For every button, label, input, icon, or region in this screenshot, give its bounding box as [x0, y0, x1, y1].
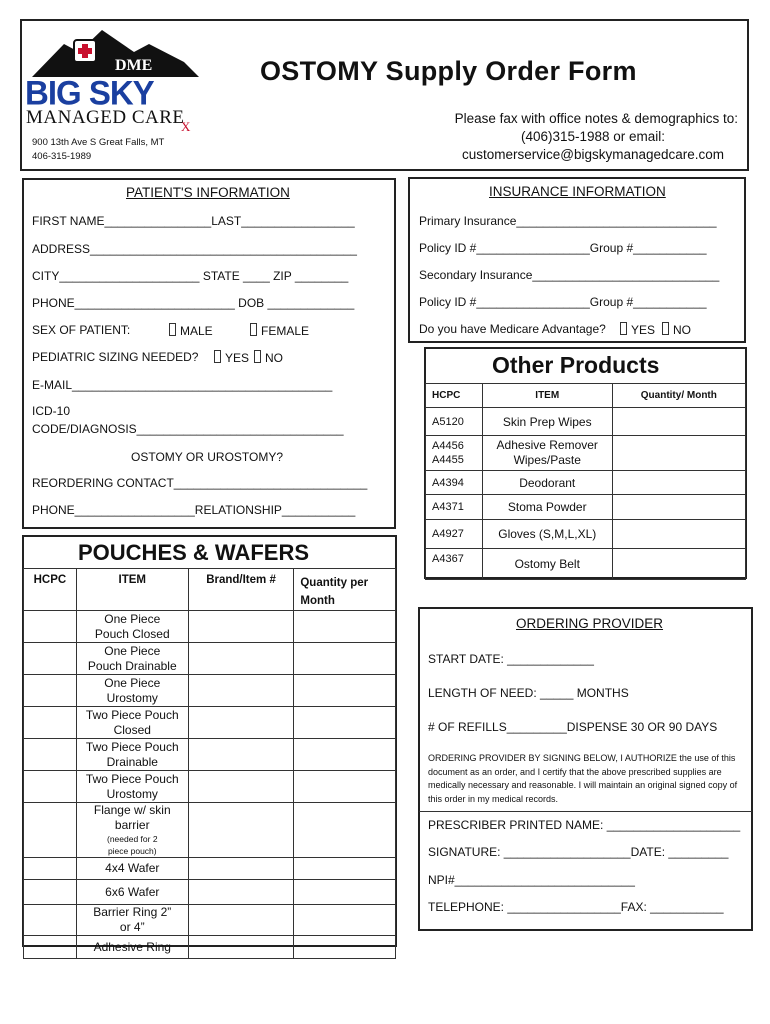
start-date-field[interactable]: START DATE: _____________ [428, 652, 594, 666]
item-cell [76, 611, 188, 643]
item-cell: Deodorant [482, 471, 612, 495]
checkbox-icon[interactable] [254, 350, 261, 363]
table-row [426, 436, 746, 471]
provider-title: ORDERING PROVIDER [516, 616, 664, 631]
brand-cell[interactable] [188, 858, 294, 880]
diagnosis-field[interactable]: CODE/DIAGNOSIS_______________________________ [32, 422, 344, 436]
reorder-contact-field[interactable]: REORDERING CONTACT_____________________________ [32, 476, 368, 490]
col-item: ITEM [482, 384, 612, 408]
quantity-cell[interactable] [294, 707, 396, 739]
medicare-label: Do you have Medicare Advantage? [419, 322, 606, 336]
address-field[interactable]: ADDRESS________________________________________ [32, 242, 357, 256]
male-label: MALE [180, 324, 213, 338]
yes-label: YES [225, 351, 250, 365]
table-row [426, 408, 746, 436]
brand-cell[interactable] [188, 880, 294, 905]
col-item: ITEM [76, 569, 188, 611]
email-field[interactable]: E-MAIL_______________________________________ [32, 378, 333, 392]
brand-cell[interactable] [188, 905, 294, 936]
quantity-cell[interactable] [294, 803, 396, 858]
yes-label: YES [631, 323, 656, 337]
item-label: Two Piece Pouch Closed [85, 707, 179, 737]
table-row [24, 803, 396, 858]
quantity-cell[interactable] [294, 936, 396, 959]
quantity-cell[interactable] [612, 408, 745, 436]
hcpc-cell[interactable] [24, 936, 77, 959]
table-row [24, 675, 396, 707]
brand-cell[interactable] [188, 707, 294, 739]
item-cell: Skin Prep Wipes [482, 408, 612, 436]
item-cell [76, 880, 188, 905]
hcpc-cell[interactable] [24, 905, 77, 936]
female-label: FEMALE [261, 324, 310, 338]
checkbox-icon[interactable] [250, 323, 257, 336]
npi-field[interactable]: NPI#___________________________ [428, 873, 635, 887]
policy-id-1-field[interactable]: Policy ID #_________________Group #___________ [419, 241, 707, 255]
company-phone: 406-315-1989 [32, 151, 92, 162]
quantity-cell[interactable] [612, 520, 745, 549]
item-label: Barrier Ring 2” or 4” [93, 905, 172, 934]
quantity-cell[interactable] [294, 739, 396, 771]
fax-line-2: (406)315-1988 or email: [520, 129, 666, 144]
sex-female-option[interactable] [250, 323, 309, 338]
item-cell [76, 905, 188, 936]
quantity-cell[interactable] [294, 858, 396, 880]
checkbox-icon[interactable] [662, 322, 669, 335]
prescriber-name-field[interactable]: PRESCRIBER PRINTED NAME: ____________________ [428, 818, 741, 832]
table-row [24, 611, 396, 643]
brand-cell[interactable] [188, 936, 294, 959]
brand-cell[interactable] [188, 611, 294, 643]
fax-instructions [420, 110, 738, 164]
quantity-cell[interactable] [612, 471, 745, 495]
hcpc-cell: A5120 [426, 408, 483, 436]
divider [419, 811, 752, 812]
hcpc-cell: A4371 [426, 495, 483, 520]
hcpc-cell[interactable] [24, 675, 77, 707]
item-label: One Piece Urostomy [104, 675, 161, 705]
table-row [426, 549, 746, 580]
hcpc-cell[interactable] [24, 739, 77, 771]
item-cell [76, 707, 188, 739]
hcpc-cell[interactable] [24, 880, 77, 905]
insurance-section [408, 177, 746, 343]
logo-dme: DME [115, 57, 153, 74]
relationship-field[interactable]: PHONE__________________RELATIONSHIP___________ [32, 503, 356, 517]
checkbox-icon[interactable] [169, 323, 176, 336]
quantity-cell[interactable] [294, 643, 396, 675]
table-row [24, 643, 396, 675]
checkbox-icon[interactable] [620, 322, 627, 335]
table-row [426, 471, 746, 495]
refills-field[interactable]: # OF REFILLS_________DISPENSE 30 OR 90 DAYS [428, 720, 718, 734]
col-hcpc: HCPC [426, 384, 483, 408]
item-cell: Stoma Powder [482, 495, 612, 520]
first-name-field[interactable]: FIRST NAME________________LAST_________________ [32, 214, 355, 228]
table-row [24, 771, 396, 803]
patient-title: PATIENT'S INFORMATION [126, 185, 290, 200]
medicare-yes-option[interactable] [620, 322, 655, 337]
table-row [24, 707, 396, 739]
length-of-need-field[interactable]: LENGTH OF NEED: _____ MONTHS [428, 686, 629, 700]
table-row [24, 936, 396, 959]
quantity-cell[interactable] [612, 549, 745, 580]
item-note: (needed for 2 piece pouch) [106, 834, 158, 856]
pouches-title: POUCHES & WAFERS [78, 540, 310, 565]
logo-rx: X [181, 119, 191, 134]
other-products-title: Other Products [492, 352, 660, 378]
item-label: Two Piece Pouch Urostomy [85, 771, 179, 801]
phone-dob-field[interactable]: PHONE________________________ DOB _____________ [32, 296, 355, 310]
table-row [24, 905, 396, 936]
table-row [426, 495, 746, 520]
item-cell: Gloves (S,M,L,XL) [482, 520, 612, 549]
quantity-cell[interactable] [294, 771, 396, 803]
quantity-cell[interactable] [294, 611, 396, 643]
table-row [426, 520, 746, 549]
telephone-fax-field[interactable]: TELEPHONE: _________________FAX: ___________ [428, 900, 724, 914]
item-cell [76, 643, 188, 675]
no-label: NO [673, 323, 691, 337]
pediatric-yes-option[interactable] [214, 350, 249, 365]
ostomy-question[interactable]: OSTOMY OR UROSTOMY? [131, 450, 284, 464]
item-cell [76, 675, 188, 707]
hcpc-cell[interactable] [24, 707, 77, 739]
hcpc-cell[interactable] [24, 803, 77, 858]
pediatric-label: PEDIATRIC SIZING NEEDED? [32, 350, 199, 364]
item-label: Two Piece Pouch Drainable [85, 739, 179, 769]
signature-field[interactable]: SIGNATURE: ___________________DATE: _________ [428, 845, 729, 859]
logo-managed-care: MANAGED CARE [26, 107, 185, 128]
col-quantity: Quantity/ Month [612, 384, 745, 408]
hcpc-cell[interactable] [24, 643, 77, 675]
checkbox-icon[interactable] [214, 350, 221, 363]
quantity-cell[interactable] [294, 880, 396, 905]
no-label: NO [265, 351, 283, 365]
hcpc-cell[interactable] [24, 611, 77, 643]
medicare-no-option[interactable] [662, 322, 691, 337]
col-brand: Brand/Item # [188, 569, 294, 611]
quantity-cell[interactable] [294, 905, 396, 936]
item-cell [76, 936, 188, 959]
pediatric-no-option[interactable] [254, 350, 283, 365]
item-cell: Ostomy Belt [482, 549, 612, 580]
brand-cell[interactable] [188, 643, 294, 675]
hcpc-cell: A4456 A4455 [426, 436, 483, 471]
hcpc-cell: A4367 [426, 549, 483, 580]
insurance-title: INSURANCE INFORMATION [489, 184, 666, 199]
policy-id-2-field[interactable]: Policy ID #_________________Group #___________ [419, 295, 707, 309]
brand-cell[interactable] [188, 675, 294, 707]
city-field[interactable]: CITY_____________________ STATE ____ ZIP ________ [32, 269, 349, 283]
item-label: 6x6 Wafer [105, 884, 160, 899]
company-address: 900 13th Ave S Great Falls, MT [32, 137, 165, 148]
col-hcpc: HCPC [24, 569, 77, 611]
item-cell [76, 739, 188, 771]
pouches-table [23, 568, 396, 959]
icd-label: ICD-10 [32, 404, 71, 418]
sex-label: SEX OF PATIENT: [32, 323, 131, 337]
item-label: Adhesive Ring [93, 939, 171, 954]
brand-cell[interactable] [188, 739, 294, 771]
primary-insurance-field[interactable]: Primary Insurance______________________________ [419, 214, 717, 228]
item-label: 4x4 Wafer [105, 861, 160, 875]
page-title: OSTOMY Supply Order Form [260, 56, 637, 86]
hcpc-cell[interactable] [24, 858, 77, 880]
brand-cell[interactable] [188, 771, 294, 803]
authorization-text: ORDERING PROVIDER BY SIGNING BELOW, I AUTHORIZE the use of this document as an order, and I certify that the above prescribed supplies are medically necessary and reasonable. I will maintain an original signed copy of this order in my medical records. [428, 753, 738, 804]
other-products-table [425, 383, 746, 580]
logo-big-sky: BIG SKY [25, 73, 154, 112]
fax-line-1: Please fax with office notes & demographics to: [454, 111, 738, 126]
fax-line-3: customerservice@bigskymanagedcare.com [461, 147, 725, 162]
item-cell [76, 858, 188, 880]
item-cell: Adhesive Remover Wipes/Paste [482, 436, 612, 471]
col-quantity: Quantity per Month [294, 569, 396, 611]
hcpc-cell: A4394 [426, 471, 483, 495]
item-label: Flange w/ skin barrier [93, 803, 171, 832]
table-row [24, 880, 396, 905]
item-cell [76, 803, 188, 858]
quantity-cell[interactable] [612, 436, 745, 471]
secondary-insurance-field[interactable]: Secondary Insurance____________________________ [419, 268, 720, 282]
table-row [24, 858, 396, 880]
sex-male-option[interactable] [169, 323, 213, 338]
item-label: One Piece Pouch Closed [94, 611, 170, 641]
quantity-cell[interactable] [294, 675, 396, 707]
item-cell [76, 771, 188, 803]
quantity-cell[interactable] [612, 495, 745, 520]
brand-cell[interactable] [188, 803, 294, 858]
hcpc-cell[interactable] [24, 771, 77, 803]
table-row [24, 739, 396, 771]
item-label: One Piece Pouch Drainable [87, 643, 177, 673]
hcpc-cell: A4927 [426, 520, 483, 549]
